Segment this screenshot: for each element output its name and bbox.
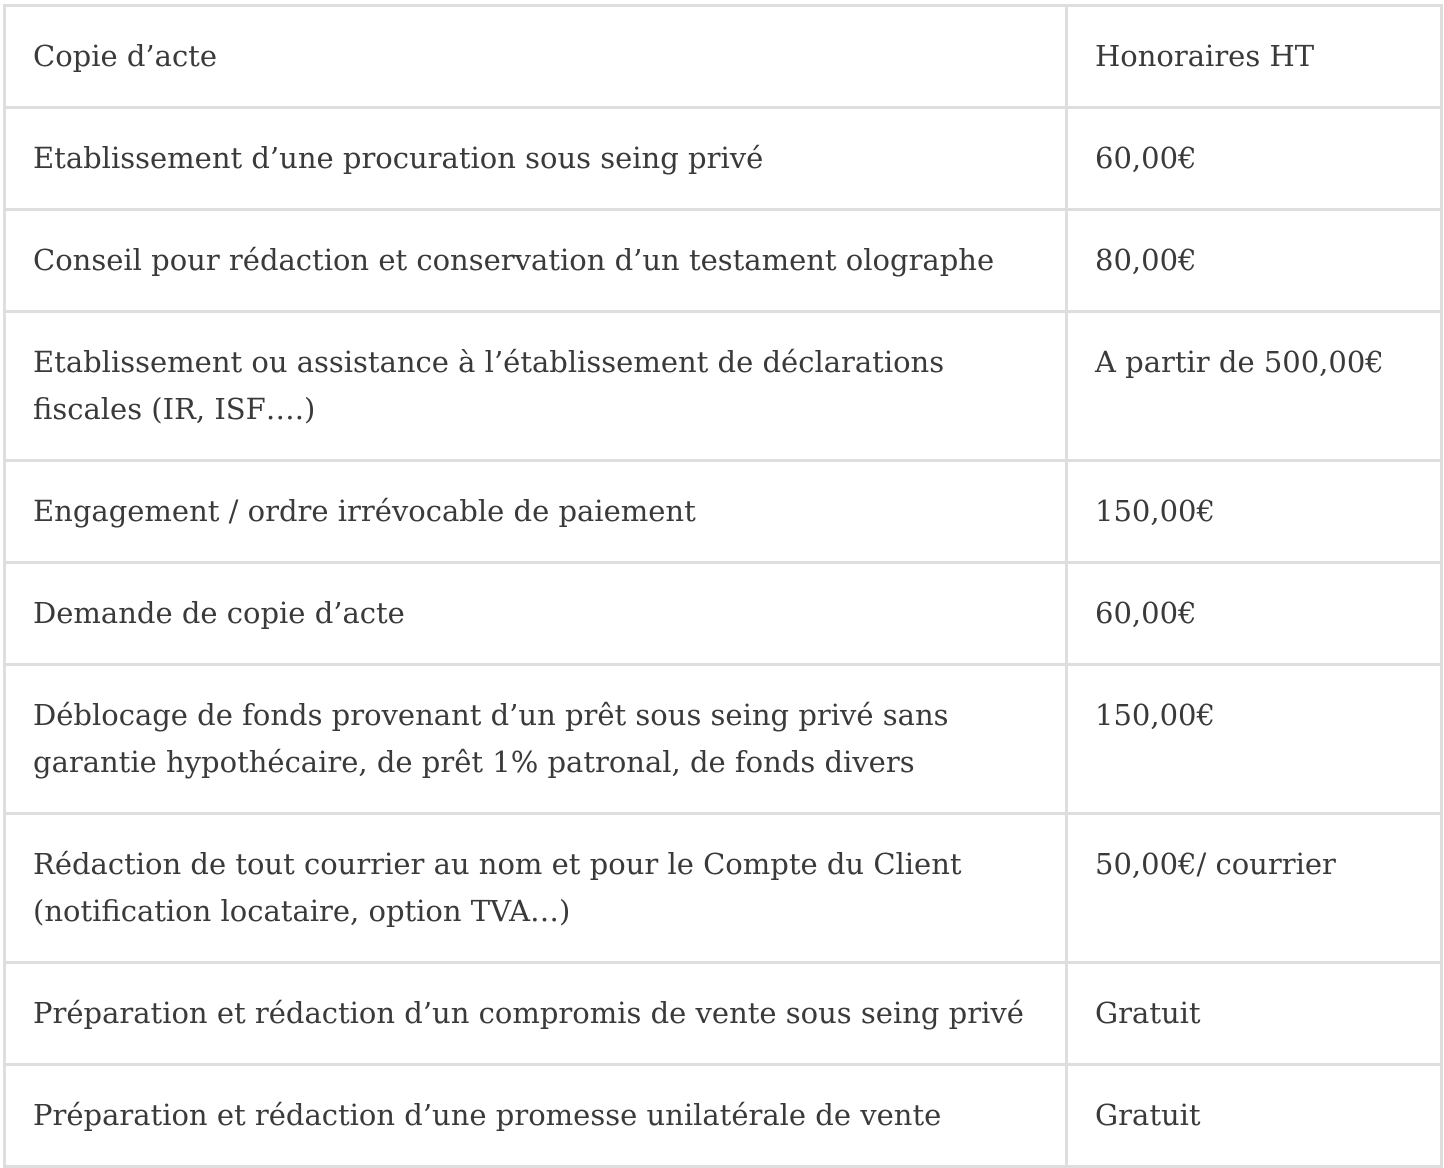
table-row bbox=[5, 108, 1442, 210]
service-cell: Préparation et rédaction d’une promesse unilatérale de vente bbox=[5, 1065, 1067, 1167]
fee-cell: A partir de 500,00€ bbox=[1067, 312, 1442, 461]
table-row bbox=[5, 563, 1442, 665]
service-cell: Déblocage de fonds provenant d’un prêt sous seing privé sans garantie hypothécaire, de prêt 1% patronal, de fonds divers bbox=[5, 665, 1067, 814]
fee-cell: 50,00€/ courrier bbox=[1067, 814, 1442, 963]
fee-cell: Gratuit bbox=[1067, 1065, 1442, 1167]
table-row bbox=[5, 963, 1442, 1065]
service-cell: Demande de copie d’acte bbox=[5, 563, 1067, 665]
service-cell: Engagement / ordre irrévocable de paiement bbox=[5, 461, 1067, 563]
service-cell: Rédaction de tout courrier au nom et pour le Compte du Client (notification locataire, option TVA…) bbox=[5, 814, 1067, 963]
table-header-row bbox=[5, 6, 1442, 108]
fee-cell: 150,00€ bbox=[1067, 665, 1442, 814]
table-row bbox=[5, 210, 1442, 312]
header-fee-cell: Honoraires HT bbox=[1067, 6, 1442, 108]
fees-table bbox=[3, 4, 1443, 1168]
service-cell: Conseil pour rédaction et conservation d’un testament olographe bbox=[5, 210, 1067, 312]
fee-cell: 150,00€ bbox=[1067, 461, 1442, 563]
fee-cell: 80,00€ bbox=[1067, 210, 1442, 312]
table-row bbox=[5, 1065, 1442, 1167]
fees-table-body bbox=[5, 6, 1442, 1167]
table-row bbox=[5, 814, 1442, 963]
service-cell: Etablissement d’une procuration sous seing privé bbox=[5, 108, 1067, 210]
service-cell: Préparation et rédaction d’un compromis de vente sous seing privé bbox=[5, 963, 1067, 1065]
service-cell: Etablissement ou assistance à l’établissement de déclarations fiscales (IR, ISF….) bbox=[5, 312, 1067, 461]
fee-cell: 60,00€ bbox=[1067, 108, 1442, 210]
header-service-cell: Copie d’acte bbox=[5, 6, 1067, 108]
fee-cell: 60,00€ bbox=[1067, 563, 1442, 665]
table-row bbox=[5, 665, 1442, 814]
fee-cell: Gratuit bbox=[1067, 963, 1442, 1065]
table-row bbox=[5, 461, 1442, 563]
table-row bbox=[5, 312, 1442, 461]
